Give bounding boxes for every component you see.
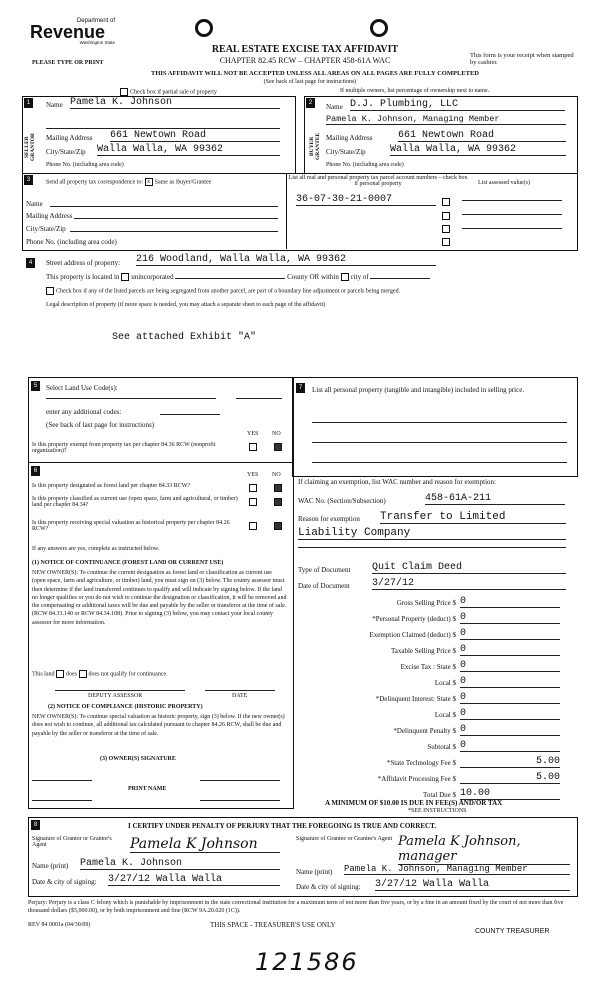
parcel-checkbox-2[interactable] xyxy=(442,212,452,220)
same-as-buyer-checkbox[interactable]: x xyxy=(145,178,153,186)
owner-sig-line-1[interactable] xyxy=(32,780,92,781)
tax-row xyxy=(298,660,568,676)
located-text: This property is located in xyxy=(46,273,120,281)
same-as-buyer-label: Same as Buyer/Grantee xyxy=(154,179,212,186)
tax-row-value[interactable]: 0 xyxy=(460,644,560,656)
historic-no-checkbox[interactable] xyxy=(274,522,284,530)
tax-row-value[interactable]: 5.00 xyxy=(460,756,560,768)
tax-row-value[interactable]: 0 xyxy=(460,660,560,672)
s5-yes: YES xyxy=(247,431,259,437)
owner-signature-label: (3) OWNER(S) SIGNATURE xyxy=(100,756,176,762)
s6-yes: YES xyxy=(247,472,259,478)
buyer-side-label: BUYER GRANTEE xyxy=(309,132,321,160)
segregated xyxy=(46,287,400,295)
notice1-title: (1) NOTICE OF CONTINUANCE (FOREST LAND OR CURRENT USE) xyxy=(32,560,224,566)
s3-address-field[interactable] xyxy=(74,210,278,219)
segregated-label: Check box if any of the listed parcels are being segregated from another parcel, are part of a boundary line adjustment or parcels being merged. xyxy=(56,288,401,295)
grantor-sig-label: Signature of Grantor or Grantor's Agent xyxy=(32,836,112,848)
buyer-name-label: Name xyxy=(326,103,343,111)
reason-label: Reason for exemption xyxy=(298,515,360,523)
additional-codes-field[interactable] xyxy=(160,414,220,415)
county-treasurer: COUNTY TREASURER xyxy=(475,928,550,935)
buyer-city-label: City/State/Zip xyxy=(326,148,366,156)
seller-side-label: SELLER GRANTOR xyxy=(24,133,36,162)
assessed-line-1[interactable] xyxy=(462,200,562,201)
form-title: REAL ESTATE EXCISE TAX AFFIDAVIT xyxy=(211,44,399,55)
forest-question: Is this property designated as forest land per chapter 84.33 RCW? xyxy=(32,483,191,489)
tax-row-label: *Personal Property (deduct) $ xyxy=(372,615,456,623)
tax-row xyxy=(298,596,568,612)
legal-description[interactable]: See attached Exhibit "A" xyxy=(112,332,257,343)
unincorporated-label: unincorporated xyxy=(131,273,174,281)
pp-line-2[interactable] xyxy=(312,442,567,443)
tax-row-label: Local $ xyxy=(434,711,456,719)
buyer-city[interactable]: Walla Walla, WA 99362 xyxy=(390,144,566,156)
notice2-title: (2) NOTICE OF COMPLIANCE (HISTORIC PROPERTY) xyxy=(48,704,203,710)
doc-type-label: Type of Document xyxy=(298,566,351,574)
tax-row xyxy=(298,612,568,628)
additional-codes: enter any additional codes: xyxy=(46,408,122,416)
select-land-use-label: Select Land Use Code(s): xyxy=(46,384,118,392)
tax-row-value[interactable]: 0 xyxy=(460,724,560,736)
wac-label: WAC No. (Section/Subsection) xyxy=(298,497,386,505)
grantee-signature[interactable]: Pamela K Johnson, manager xyxy=(398,834,570,865)
deputy-sig-line[interactable] xyxy=(55,690,185,691)
deputy-date-line[interactable] xyxy=(205,690,275,691)
tax-correspondence-label: Send all property tax correspondence to: xyxy=(46,179,144,186)
tax-row-value[interactable]: 0 xyxy=(460,612,560,624)
forest-no-checkbox[interactable] xyxy=(274,484,284,492)
tax-row-value[interactable]: 0 xyxy=(460,708,560,720)
tax-row-value[interactable]: 0 xyxy=(460,628,560,640)
city-of-label: city of xyxy=(350,273,369,281)
form-revision: REV 84 0001a (04/30/09) xyxy=(28,922,91,928)
land-use-field[interactable] xyxy=(46,398,216,399)
historic-yes-checkbox[interactable] xyxy=(249,522,259,530)
reason-line-3[interactable] xyxy=(298,547,566,548)
grantee-name[interactable]: Pamela K. Johnson, Managing Member xyxy=(344,864,570,875)
grantee-name-label: Name (print) xyxy=(296,868,333,876)
parcel-checkbox-3[interactable] xyxy=(442,225,452,233)
s5-see-back: (See back of last page for instructions) xyxy=(46,421,155,429)
exempt-question: Is this property exempt from property tax per chapter 84.36 RCW (nonprofit organization)? xyxy=(32,442,216,454)
current-use-yes-checkbox[interactable] xyxy=(249,498,259,506)
personal-property-label: List all personal property (tangible and intangible) included in selling price. xyxy=(312,386,525,394)
assessed-line-2[interactable] xyxy=(462,214,562,215)
buyer-address-label: Mailing Address xyxy=(326,134,373,142)
exempt-no-checkbox[interactable] xyxy=(274,443,284,451)
seller-name-label: Name xyxy=(46,101,63,109)
grantee-sig-label: Signature of Grantee or Grantee's Agent xyxy=(296,836,393,842)
seller-city[interactable]: Walla Walla, WA 99362 xyxy=(97,144,280,156)
buyer-phone-label: Phone No. (including area code) xyxy=(326,162,404,168)
seller-phone-label: Phone No. (including area code) xyxy=(46,162,124,168)
please-type: PLEASE TYPE OR PRINT xyxy=(32,60,104,66)
tax-row-value[interactable]: 10.00 xyxy=(460,788,560,800)
s5-no: NO xyxy=(272,431,281,437)
tax-correspondence xyxy=(46,178,211,186)
tax-row xyxy=(298,644,568,660)
s3-city-label: City/State/Zip xyxy=(26,225,66,233)
section-5-number: 5 xyxy=(31,381,40,391)
land-use-code-field[interactable] xyxy=(236,398,282,399)
logo-line1: Department of xyxy=(76,18,115,24)
tax-row-label: Total Due $ xyxy=(423,791,456,799)
tax-row-label: Excise Tax : State $ xyxy=(400,663,456,671)
tax-row-label: Gross Selling Price $ xyxy=(396,599,456,607)
tax-row-value[interactable]: 0 xyxy=(460,676,560,688)
tax-row xyxy=(298,772,568,788)
grantee-date-label: Date & city of signing: xyxy=(296,883,361,891)
tax-row xyxy=(298,724,568,740)
does-checkbox[interactable] xyxy=(56,670,64,678)
street-label: Street address of property: xyxy=(46,259,121,267)
reason-line-2[interactable]: Liability Company xyxy=(298,527,566,540)
certify-statement: I CERTIFY UNDER PENALTY OF PERJURY THAT THE FOREGOING IS TRUE AND CORRECT. xyxy=(128,822,437,830)
multiple-owners: If multiple owners, list percentage of ownership next to name. xyxy=(340,88,490,94)
section-2-number: 2 xyxy=(306,98,315,108)
doc-type[interactable]: Quit Claim Deed xyxy=(372,562,566,574)
tax-row-label: Subtotal $ xyxy=(427,743,456,751)
city-of-checkbox[interactable] xyxy=(341,273,349,281)
dor-logo xyxy=(30,18,115,45)
tax-row-value[interactable]: 0 xyxy=(460,740,560,752)
s3-phone-label: Phone No. (including area code) xyxy=(26,238,117,246)
grantor-name-label: Name (print) xyxy=(32,862,69,870)
doc-date[interactable]: 3/27/12 xyxy=(372,578,566,590)
pp-line-3[interactable] xyxy=(312,462,567,463)
this-land: This land xyxy=(32,671,55,678)
deputy-label: DEPUTY ASSESSOR xyxy=(88,693,143,699)
notice1-text: NEW OWNER(S): To continue the current designation as forest land or classification as current use (open space, farm and agriculture, or timber) land, you must sign on (3) below. The county assessor must then determine if the land transferred continues to qualify and will indicate by signing below. If the land no longer qualifies or you do not wish to continue the designation or classification, it will be removed and the compensating or additional taxes will be due and payable by the seller or transferor at the time of sale. (RCW 84.33.140 or RCW 84.34.108). Prior to signing (3) below, you may contact your local county assessor for more information. xyxy=(32,570,287,626)
tax-row-label: *Delinquent Interest: State $ xyxy=(375,695,456,703)
parcel-header: List all real and personal property tax parcel account numbers – check box if personal property xyxy=(288,175,468,187)
current-use-question: Is this property classified as current use (open space, farm and agricultural, or timber) land per chapter 84.34? xyxy=(32,496,238,508)
forest-yes-checkbox[interactable] xyxy=(249,484,259,492)
seller-city-label: City/State/Zip xyxy=(46,148,86,156)
s3-name-label: Name xyxy=(26,200,43,208)
parcel-checkbox-1[interactable] xyxy=(442,198,452,206)
treasurer-space: THIS SPACE - TREASURER'S USE ONLY xyxy=(210,921,336,929)
see-back: (See back of last page for instructions) xyxy=(263,79,357,85)
buyer-address[interactable]: 661 Newtown Road xyxy=(398,130,566,142)
tax-row xyxy=(298,628,568,644)
current-use-no-checkbox[interactable] xyxy=(274,498,284,506)
grantor-date[interactable]: 3/27/12 Walla Walla xyxy=(108,874,280,886)
tax-row xyxy=(298,692,568,708)
print-name-line-1[interactable] xyxy=(32,800,92,801)
does-not-checkbox[interactable] xyxy=(79,670,87,678)
located-line xyxy=(46,273,430,281)
buyer-name[interactable]: D.J. Plumbing, LLC xyxy=(350,99,565,111)
tax-row xyxy=(298,756,568,772)
perjury-notice: Perjury: Perjury is a class C felony which is punishable by imprisonment in the state correctional institution for a maximum term of not more than five years, or by a fine in an amount fixed by the court of not more than five thousand dollars ($5,000.00), or by both imprisonment and fine (RCW 9A.20.020 (1C)). xyxy=(28,900,564,914)
reason-line-1[interactable]: Transfer to Limited xyxy=(380,511,566,524)
wac-value[interactable]: 458-61A-211 xyxy=(425,493,565,505)
tax-row-value[interactable]: 0 xyxy=(460,692,560,704)
section-4-number: 4 xyxy=(26,258,35,268)
tax-row-label: Taxable Selling Price $ xyxy=(390,647,456,655)
seller-name-line2[interactable] xyxy=(46,120,280,129)
warning: THIS AFFIDAVIT WILL NOT BE ACCEPTED UNLESS ALL AREAS ON ALL PAGES ARE FULLY COMPLETED xyxy=(151,70,479,77)
partial-sale-checkbox[interactable] xyxy=(120,88,128,96)
unincorporated-checkbox[interactable] xyxy=(121,273,129,281)
tax-row xyxy=(298,708,568,724)
tax-row-value[interactable]: 0 xyxy=(460,596,560,608)
pp-line-1[interactable] xyxy=(312,422,567,423)
seller-address-label: Mailing Address xyxy=(46,134,93,142)
legal-label: Legal description of property (if more space is needed, you may attach a separate sheet to each page of the affidavit) xyxy=(46,302,326,308)
partial-sale-label: Check box if partial sale of property xyxy=(130,89,217,96)
assessed-line-3[interactable] xyxy=(462,228,562,229)
if-any-yes: If any answers are yes, complete as instructed below. xyxy=(32,546,160,552)
street-address[interactable]: 216 Woodland, Walla Walla, WA 99362 xyxy=(136,254,436,266)
parcel-checkbox-4[interactable] xyxy=(442,238,452,246)
grantor-date-label: Date & city of signing: xyxy=(32,878,97,886)
does-not-label: does not qualify for continuance. xyxy=(88,671,168,678)
tax-row-label: Local $ xyxy=(434,679,456,687)
binder-hole-left xyxy=(195,19,213,37)
tax-row xyxy=(298,676,568,692)
seller-name[interactable]: Pamela K. Johnson xyxy=(70,97,280,109)
partial-sale xyxy=(120,88,217,96)
logo-word: Revenue xyxy=(30,22,106,42)
tax-row-label: *Delinquent Penalty $ xyxy=(393,727,456,735)
logo-line2: Washington State xyxy=(79,40,115,45)
section-6-number: 6 xyxy=(31,466,40,476)
section-8-number: 8 xyxy=(31,820,40,830)
s6-divider xyxy=(28,462,292,463)
receipt-note: This form is your receipt when stamped by cashier. xyxy=(470,52,574,66)
does-label: does xyxy=(66,671,77,678)
s3-city-field[interactable] xyxy=(70,223,278,232)
s6-no: NO xyxy=(272,472,281,478)
form-chapters: CHAPTER 82.45 RCW – CHAPTER 458-61A WAC xyxy=(219,56,391,65)
grantor-name[interactable]: Pamela K. Johnson xyxy=(80,858,280,870)
tax-row-value[interactable]: 5.00 xyxy=(460,772,560,784)
tax-row-label: Exemption Claimed (deduct) $ xyxy=(369,631,456,639)
tax-table xyxy=(298,596,568,804)
exemption-question: If claiming an exemption, list WAC number and reason for exemption: xyxy=(298,478,496,486)
tax-row xyxy=(298,740,568,756)
grantor-signature[interactable]: Pamela K Johnson xyxy=(130,836,280,853)
stamp-number: 121586 xyxy=(255,948,359,976)
grantee-date[interactable]: 3/27/12 Walla Walla xyxy=(375,879,570,891)
county-or: County OR within xyxy=(287,273,339,281)
tax-row-label: *State Technology Fee $ xyxy=(386,759,456,767)
minimum-due: A MINIMUM OF $10.00 IS DUE IN FEE(S) AND/OR TAX xyxy=(325,799,503,807)
historic-question: Is this property receiving special valuation as historical property per chapter 84.26 RCW? xyxy=(32,520,230,532)
print-name-label: PRINT NAME xyxy=(128,786,167,792)
binder-hole-right xyxy=(370,19,388,37)
segregated-checkbox[interactable] xyxy=(46,287,54,295)
see-instructions: *SEE INSTRUCTIONS xyxy=(408,808,467,814)
notice2-text: NEW OWNER(S): To continue special valuation as historic property, sign (3) below. If the new owner(s) does not wish to continue, all additional tax calculated pursuant to chapter 84.26 RCW, shall be due and payable by the seller or transferor at the time of sale. xyxy=(32,714,285,737)
qualify-line xyxy=(32,670,168,678)
parcel-number[interactable]: 36-07-30-21-0007 xyxy=(296,194,436,206)
assessed-header: List assessed value(s) xyxy=(478,180,530,186)
s3-divider xyxy=(286,173,287,249)
s3-name-field[interactable] xyxy=(50,198,278,207)
s3-address-label: Mailing Address xyxy=(26,212,73,220)
owner-sig-line-2[interactable] xyxy=(200,780,280,781)
exempt-yes-checkbox[interactable] xyxy=(249,443,259,451)
tax-row-label: *Affidavit Processing Fee $ xyxy=(377,775,456,783)
buyer-name2[interactable]: Pamela K. Johnson, Managing Member xyxy=(326,114,566,125)
print-name-line-2[interactable] xyxy=(200,800,280,801)
doc-date-label: Date of Document xyxy=(298,582,350,590)
deputy-date-label: DATE xyxy=(232,693,248,699)
seller-address[interactable]: 661 Newtown Road xyxy=(110,130,280,142)
section-3-number: 3 xyxy=(24,175,33,185)
section-7-number: 7 xyxy=(296,383,305,393)
section-1-number: 1 xyxy=(24,98,33,108)
